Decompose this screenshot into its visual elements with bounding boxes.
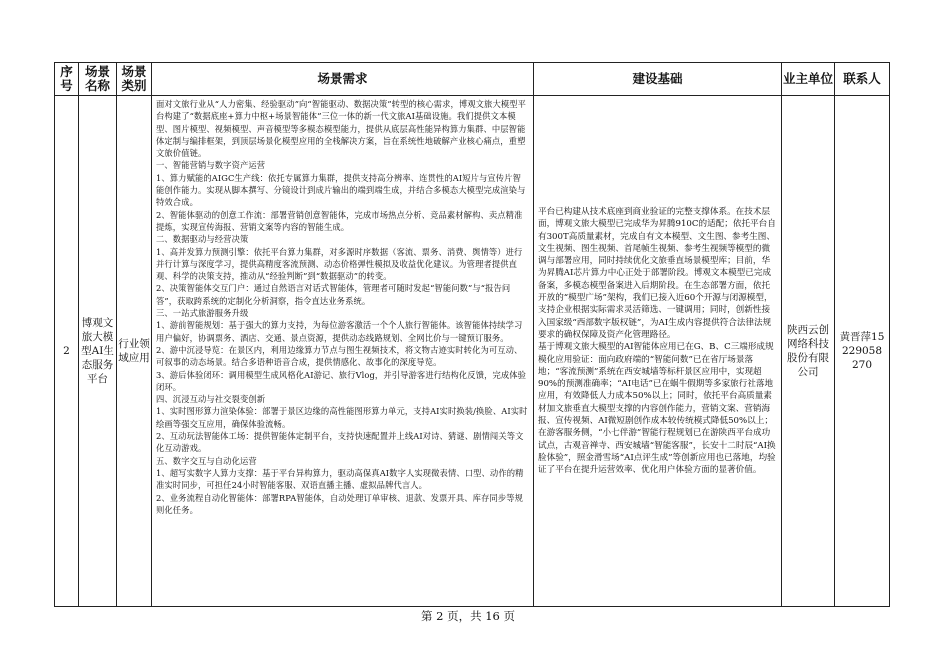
demand-paragraph: 2、决策智能体交互门户：通过自然语言对话式智能体，管理者可随时发起“智能问数”与“报告问答”，获取跨系统的定制化分析洞察，指令直达业务系统。 [156,283,511,306]
demand-paragraph: 1、游前智能规划：基于强大的算力支持，为每位游客激活一个个人旅行智能体。该智能体持续学习用户偏好，协调票务、酒店、交通、景点资源，提供动态线路规划、全网比价与一键预订服务。 [156,320,523,343]
row-scene-category: 行业领域应用 [117,96,152,607]
row-owner: 陕西云创网络科技股份有限公司 [782,96,835,607]
demand-paragraph: 1、高并发算力预测引擎：依托平台算力集群，对多源时序数据（客流、票务、消费、舆情等）进行并行计算与深度学习，提供高精度客流预测、动态价格弹性模拟及收益优化建议。为管理者提供直观、科学的决策支持，推动从“经验判断”到“数据驱动”的转变。 [156,246,523,282]
header-scene-category: 场景类别 [117,63,152,96]
row-no: 2 [55,96,79,607]
page-footer: 第 2 页，共 16 页 [420,609,516,623]
demand-paragraph: 1、算力赋能的AIGC生产线：依托专属算力集群，提供支持高分辨率、连贯性的AI短片与宣传片智能创作能力。实现从脚本撰写、分镜设计到成片输出的端到端生成，并结合多模态大模型完成渲染与特效合成。 [156,172,526,208]
demand-paragraph: 2、业务流程自动化智能体：部署RPA智能体，自动处理订单审核、退款、发票开具、库存同步等规则化任务。 [156,492,524,515]
header-foundation: 建设基础 [534,63,782,96]
demand-paragraph: 面对文旅行业从“人力密集、经验驱动”向“智能驱动、数据决策”转型的核心需求，博观文旅大模型平台构建了“数据底座+算力中枢+场景智能体”三位一体的新一代文旅AI基础设施。我们提供文本模型、图片模型、视频模型、声音模型等多模态模型能力，提供从底层高性能异构算力集群、中层智能体定制与编排框架，到顶层场景化模型应用的全栈解决方案，旨在系统性地破解产业核心痛点，重塑文旅价值链。 [156,99,527,159]
header-scene-demand: 场景需求 [152,63,534,96]
demand-text-block [156,98,529,516]
header-contact: 联系人 [835,63,890,96]
demand-paragraph: 二、数据驱动与经营决策 [156,234,249,245]
row-scene-name: 博观文旅大模型AI生态服务平台 [79,96,117,607]
row-foundation [534,96,782,607]
demand-paragraph: 1、超写实数字人算力支撑：基于平台异构算力，驱动高保真AI数字人实现微表情、口型、动作的精准实时同步，可担任24小时智能客服、双语直播主播、虚拟品牌代言人。 [156,467,524,491]
demand-paragraph: 3、游后体验闭环：调用模型生成风格化AI游记、旅行Vlog，并引导游客进行结构化反馈，完成体验闭环。 [156,369,527,392]
demand-paragraph: 2、智能体驱动的创意工作流：部署营销创意智能体，完成市场热点分析、竞品素材解构、卖点精准提炼，实现宣传海报、营销文案等内容的智能生成。 [156,209,523,232]
demand-paragraph: 三、一站式旅游服务升级 [156,308,249,319]
row-scene-demand [152,96,534,607]
foundation-text-block [538,96,777,477]
demand-paragraph: 一、智能营销与数字资产运营 [156,160,266,171]
foundation-paragraph: 基于博观文旅大模型的AI智能体应用已在G、B、C三端形成规模化应用验证：面向政府端的“智能问数”已在省厅场景落地；“客流预测”系统在西安城墙等标杆景区应用中，实现超90%的预测准确率；“AI电话”已在蜗牛假期等多家旅行社落地应用，有效降低人力成本50%以上；同时，依托平台高质量素材加文旅垂直大模型支撑的内容创作能力，营销文案、营销海报、宣传视频、AI微短剧创作成本较传统模式降低50%以上；在游客服务侧，“小七伴游”智能行程规划已在游陕西平台成功试点，古观音禅寺、西安城墙“智能客服”，长安十二时辰“AI换脸体验”，照金滑雪场“AI点评生成”等创新应用也已落地，均验证了平台在提升运营效率、优化用户体验方面的显著价值。 [538,342,776,476]
table-header-row [55,63,890,96]
demand-paragraph: 2、游中沉浸导览：在景区内，利用边缘算力节点与图生视频技术，将文物古迹实时转化为可互动、可叙事的动态场景。结合多语种语音合成，提供情感化、故事化的深度导览。 [156,344,523,368]
demand-paragraph: 1、实时图形算力渲染体验：部署于景区边缘的高性能图形算力单元，支持AI实时换装/换脸、AI实时绘画等强交互应用，确保体验流畅。 [156,406,528,429]
row-contact: 黄晋萍15229058270 [835,96,890,607]
demand-paragraph: 五、数字交互与自动化运营 [156,455,257,466]
table-row [55,96,890,607]
header-no: 序号 [55,63,79,96]
demand-paragraph: 2、互动玩法智能体工场：提供智能体定制平台，支持快速配置并上线AI对诗、猜谜、剧情闯关等文化互动游戏。 [156,431,524,454]
demand-paragraph: 四、沉浸互动与社交裂变创新 [156,394,266,405]
scene-table [54,62,890,607]
header-owner: 业主单位 [782,63,835,96]
header-scene-name: 场景名称 [79,63,117,96]
foundation-paragraph: 平台已构建从技术底座到商业验证的完整支撑体系。在技术层面，博观文旅大模型已完成华为昇腾910C的适配；依托平台自有300T高质量素材，完成自有文本模型、文生图、参考生图、文生视频、图生视频、首尾帧生视频、参考生视频等模型的微调与部署应用，同时持续优化文旅垂直场景模型库；目前，华为昇腾AI芯片算力中心正处于部署阶段。博观文本模型已完成备案，多模态模型备案进入后期阶段。在生态部署方面，依托开放的“模型广场”架构，我们已接入近60个开源与闭源模型，支持企业根据实际需求灵活筛选、一键调用；同时，创新性接入国家级“西部数字版权链”，为AI生成内容提供符合法律法规要求的确权保障及资产化管理路径。 [538,207,776,340]
